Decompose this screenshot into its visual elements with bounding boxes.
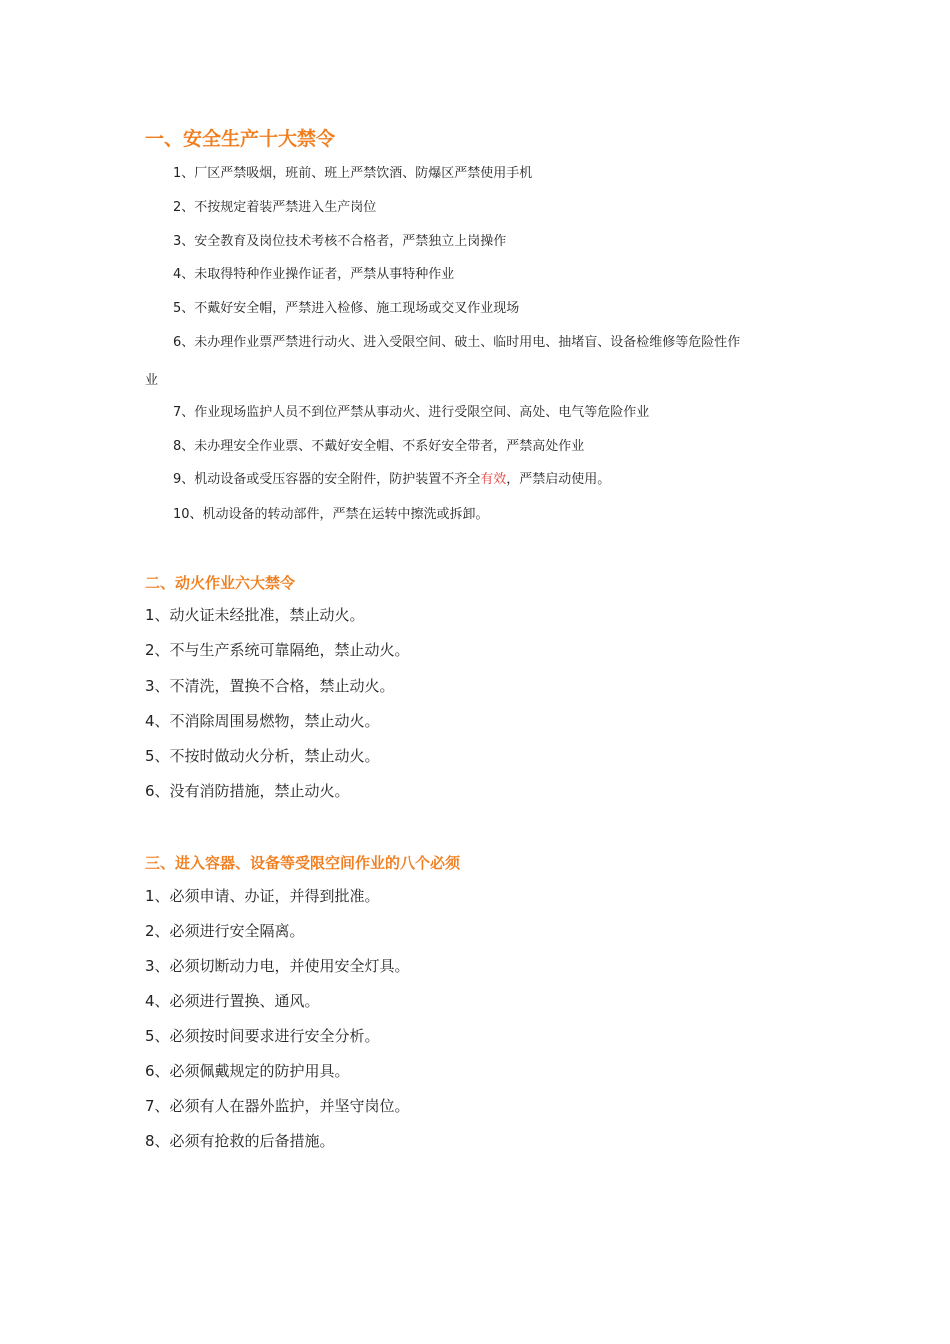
section2-item-6: 6、没有消防措施，禁止动火。 [145, 782, 350, 800]
section3-item-2: 2、必须进行安全隔离。 [145, 922, 305, 940]
section1-item-6-continuation: 业 [145, 373, 159, 388]
section2-title: 二、动火作业六大禁令 [145, 574, 296, 592]
section1-item-8: 8、未办理安全作业票、不戴好安全帽、不系好安全带者，严禁高处作业 [173, 439, 585, 454]
section3-item-7: 7、必须有人在器外监护，并坚守岗位。 [145, 1097, 410, 1115]
section3-item-1: 1、必须申请、办证，并得到批准。 [145, 887, 380, 905]
section3-title: 三、进入容器、设备等受限空间作业的八个必须 [145, 854, 461, 872]
section1-item-9-highlight: 有效 [480, 472, 507, 487]
section1-item-5: 5、不戴好安全帽，严禁进入检修、施工现场或交叉作业现场 [173, 301, 520, 316]
section2-item-3: 3、不清洗，置换不合格，禁止动火。 [145, 677, 395, 695]
section2-item-1: 1、动火证未经批准，禁止动火。 [145, 606, 365, 624]
section3-item-4: 4、必须进行置换、通风。 [145, 992, 320, 1010]
section3-item-8: 8、必须有抢救的后备措施。 [145, 1132, 335, 1150]
section3-item-6: 6、必须佩戴规定的防护用具。 [145, 1062, 350, 1080]
section1-title: 一、安全生产十大禁令 [145, 128, 336, 150]
section1-item-9-text-before: 9、机动设备或受压容器的安全附件，防护装置不齐全 [173, 472, 481, 487]
section1-item-1: 1、厂区严禁吸烟，班前、班上严禁饮酒、防爆区严禁使用手机 [173, 166, 533, 181]
section1-item-6: 6、未办理作业票严禁进行动火、进入受限空间、破土、临时用电、抽堵盲、设备检维修等危险性作 [173, 335, 741, 350]
section3-item-5: 5、必须按时间要求进行安全分析。 [145, 1027, 380, 1045]
section1-item-3: 3、安全教育及岗位技术考核不合格者，严禁独立上岗操作 [173, 234, 507, 249]
section2-item-2: 2、不与生产系统可靠隔绝，禁止动火。 [145, 641, 410, 659]
section3-item-3: 3、必须切断动力电，并使用安全灯具。 [145, 957, 410, 975]
section1-item-9 [173, 470, 610, 490]
section1-item-7: 7、作业现场监护人员不到位严禁从事动火、进行受限空间、高处、电气等危险作业 [173, 405, 650, 420]
section1-item-2: 2、不按规定着装严禁进入生产岗位 [173, 200, 377, 215]
section2-item-5: 5、不按时做动火分析，禁止动火。 [145, 747, 380, 765]
section1-item-10: 10、机动设备的转动部件，严禁在运转中擦洗或拆卸。 [173, 507, 489, 522]
section1-item-9-text-after: ，严禁启动使用。 [506, 472, 611, 487]
section1-item-4: 4、未取得特种作业操作证者，严禁从事特种作业 [173, 267, 455, 282]
section2-item-4: 4、不消除周围易燃物，禁止动火。 [145, 712, 380, 730]
